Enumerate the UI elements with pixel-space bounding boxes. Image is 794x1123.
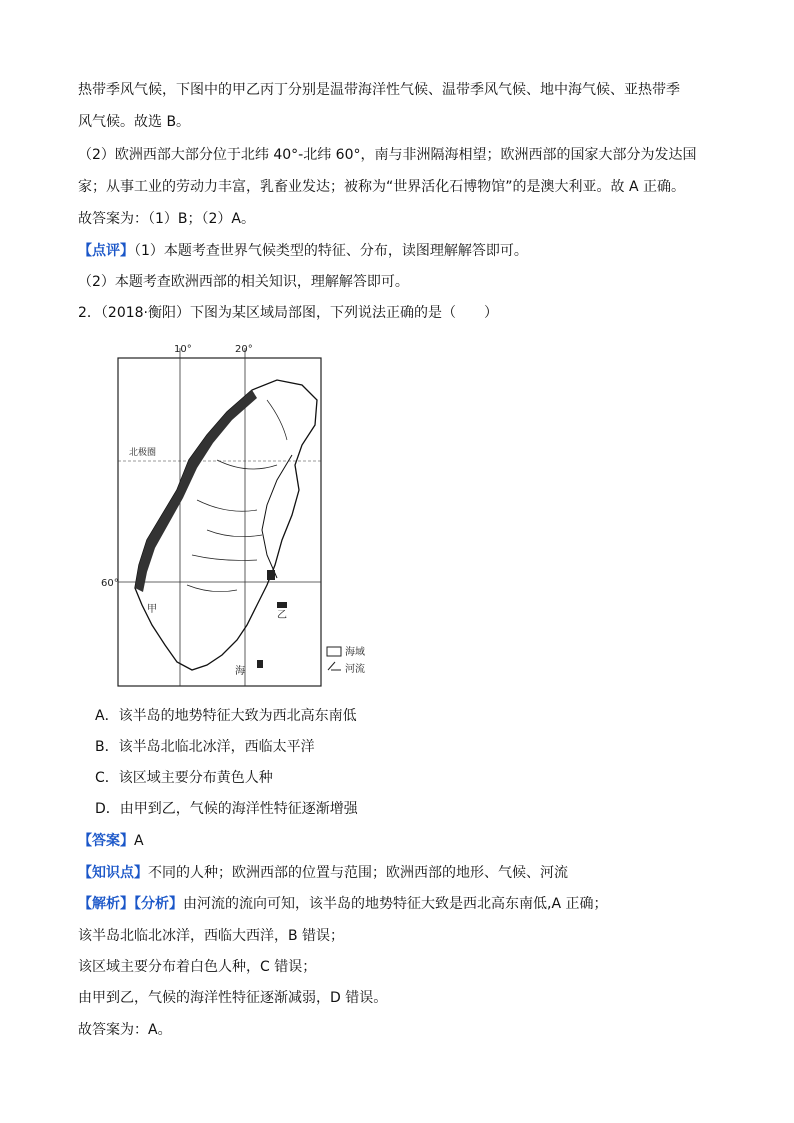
island bbox=[267, 570, 275, 580]
river bbox=[187, 585, 237, 592]
lat-label-60: 60° bbox=[101, 578, 119, 589]
place-label-yi: 乙 bbox=[277, 610, 287, 621]
question-stem: 2．（2018·衡阳）下图为某区域局部图，下列说法正确的是（ ） bbox=[78, 305, 498, 321]
comment-line-1 bbox=[78, 241, 528, 261]
paragraph-line: 风气候。故选 B。 bbox=[78, 114, 191, 130]
river bbox=[197, 500, 257, 511]
analysis-line-4: 由甲到乙，气候的海洋性特征逐渐减弱，D 错误。 bbox=[78, 990, 388, 1006]
comment-line-2: （2）本题考查欧洲西部的相关知识，理解解答即可。 bbox=[78, 274, 409, 290]
map-frame bbox=[118, 358, 321, 686]
arctic-circle-label: 北极圈 bbox=[129, 448, 157, 458]
paragraph-line: （2）欧洲西部大部分位于北纬 40°-北纬 60°，南与非洲隔海相望；欧洲西部的国家大部分为发达国 bbox=[78, 147, 697, 163]
analysis-line-5: 故答案为：A。 bbox=[78, 1022, 172, 1038]
legend-sea-symbol bbox=[327, 647, 341, 656]
paragraph-line: 故答案为：（1）B；（2）A。 bbox=[78, 211, 255, 227]
answer-value: A bbox=[134, 833, 144, 849]
lon-label-10: 10° bbox=[174, 344, 192, 355]
west-coast-shading bbox=[135, 390, 257, 592]
comment-tag: 【点评】 bbox=[78, 243, 134, 259]
river bbox=[267, 400, 287, 440]
lon-label-20: 20° bbox=[235, 344, 253, 355]
knowledge-tag: 【知识点】 bbox=[78, 865, 148, 881]
analysis-line-1 bbox=[78, 894, 607, 914]
river bbox=[192, 555, 257, 560]
region-map bbox=[101, 340, 367, 690]
option-a: A．该半岛的地势特征大致为西北高东南低 bbox=[95, 708, 357, 724]
comment-text-1: （1）本题考查世界气候类型的特征、分布，读图理解解答即可。 bbox=[134, 243, 528, 259]
island bbox=[257, 660, 263, 668]
answer-line bbox=[78, 831, 144, 851]
paragraph-line: 热带季风气候，下图中的甲乙丙丁分别是温带海洋性气候、温带季风气候、地中海气候、亚热带季 bbox=[78, 82, 680, 98]
option-c: C．该区域主要分布黄色人种 bbox=[95, 770, 273, 786]
legend-river-symbol bbox=[328, 662, 341, 670]
option-b: B．该半岛北临北冰洋，西临太平洋 bbox=[95, 739, 315, 755]
legend-river-label: 河流 bbox=[345, 664, 365, 675]
analysis-line-3: 该区域主要分布着白色人种，C 错误； bbox=[78, 959, 317, 975]
island bbox=[277, 602, 287, 608]
place-label-jia: 甲 bbox=[147, 604, 157, 615]
legend-sea-label: 海域 bbox=[345, 647, 365, 658]
analysis-tag: 【解析】【分析】 bbox=[78, 896, 183, 912]
analysis-line-2: 该半岛北临北冰洋，西临大西洋，B 错误； bbox=[78, 928, 345, 944]
river bbox=[217, 460, 277, 469]
answer-tag: 【答案】 bbox=[78, 833, 134, 849]
river bbox=[207, 530, 262, 537]
analysis-text-1: 由河流的流向可知，该半岛的地势特征大致是西北高东南低,A 正确； bbox=[183, 896, 608, 912]
option-d: D．由甲到乙，气候的海洋性特征逐渐增强 bbox=[95, 801, 358, 817]
paragraph-line: 家；从事工业的劳动力丰富，乳畜业发达；被称为“世界活化石博物馆”的是澳大利亚。故 A 正确。 bbox=[78, 179, 685, 195]
place-label-hai: 海 bbox=[235, 666, 245, 677]
knowledge-line bbox=[78, 863, 568, 883]
knowledge-text: 不同的人种；欧洲西部的位置与范围；欧洲西部的地形、气候、河流 bbox=[148, 865, 568, 881]
